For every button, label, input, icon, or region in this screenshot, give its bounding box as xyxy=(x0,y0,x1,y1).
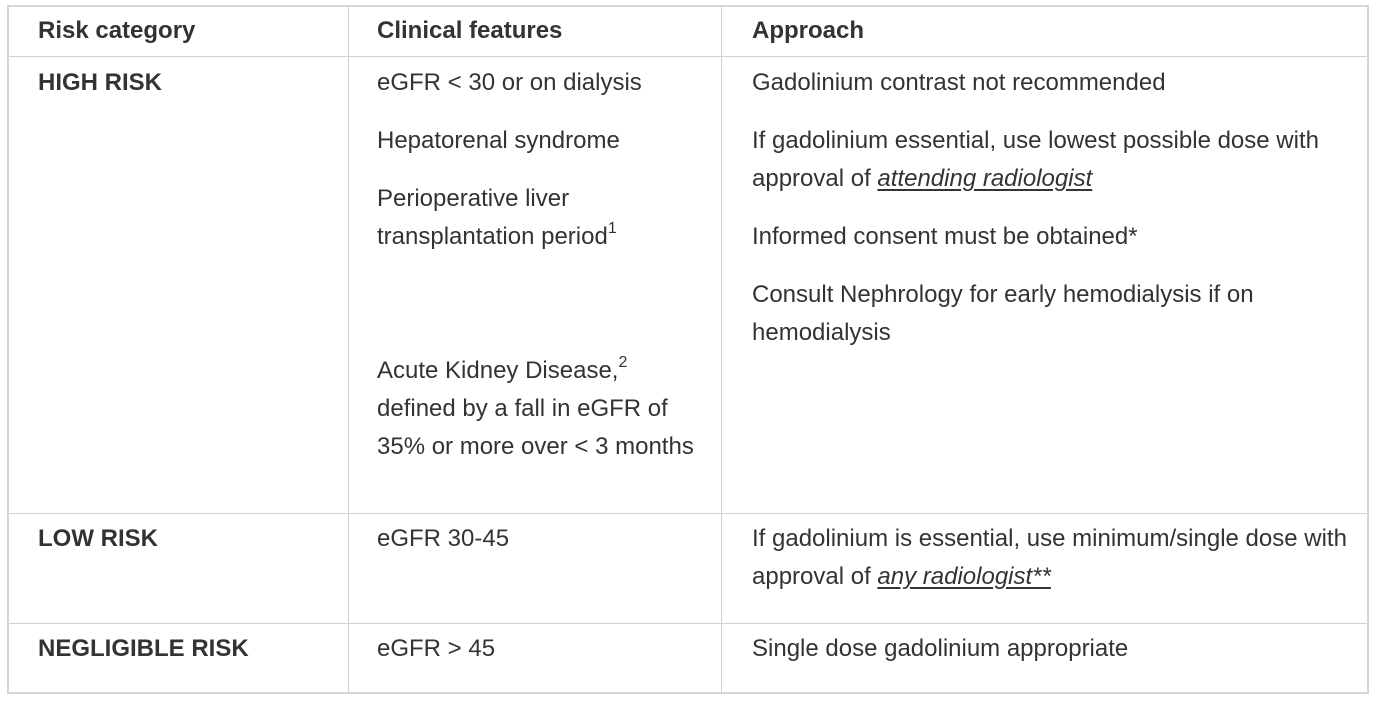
features-negligible-risk: eGFR > 45 xyxy=(377,635,496,662)
header-risk-category: Risk category xyxy=(38,17,196,44)
column-divider xyxy=(348,7,349,692)
approach-negligible-risk: Single dose gadolinium appropriate xyxy=(752,635,1129,662)
features-high-risk xyxy=(377,64,707,466)
row-divider xyxy=(9,623,1367,624)
feature-item: Acute Kidney Disease,$^2$ defined by a fall in eGFR of 35% or more over < 3 months xyxy=(377,354,694,460)
header-approach: Approach xyxy=(752,17,865,44)
header-clinical-features: Clinical features xyxy=(377,17,563,44)
approach-item: Informed consent must be obtained* xyxy=(752,223,1138,250)
approach-item: Gadolinium contrast not recommended xyxy=(752,69,1166,96)
row-divider xyxy=(9,513,1367,514)
row-divider xyxy=(9,56,1367,57)
attending-radiologist-link[interactable]: attending radiologist xyxy=(877,165,1093,192)
feature-item: Hepatorenal syndrome xyxy=(377,127,620,154)
column-divider xyxy=(721,7,722,692)
footnote-marker: 1 xyxy=(607,220,617,237)
category-high-risk: HIGH RISK xyxy=(38,69,163,96)
feature-item: Perioperative liver transplantation period$^1$ xyxy=(377,185,617,250)
approach-item: Consult Nephrology for early hemodialysis if on hemodialysis xyxy=(752,281,1254,346)
risk-table xyxy=(7,5,1369,694)
approach-low-risk: If gadolinium is essential, use minimum/single dose with approval of any radiologist** xyxy=(752,525,1347,590)
category-low-risk: LOW RISK xyxy=(38,525,158,552)
footnote-marker: 2 xyxy=(618,354,628,371)
category-negligible-risk: NEGLIGIBLE RISK xyxy=(38,635,249,662)
approach-high-risk xyxy=(752,64,1352,352)
any-radiologist-link[interactable]: any radiologist** xyxy=(877,563,1051,590)
feature-item: eGFR < 30 or on dialysis xyxy=(377,69,642,96)
features-low-risk: eGFR 30-45 xyxy=(377,525,510,552)
approach-item: If gadolinium essential, use lowest possible dose with approval of attending radiologist xyxy=(752,127,1319,192)
